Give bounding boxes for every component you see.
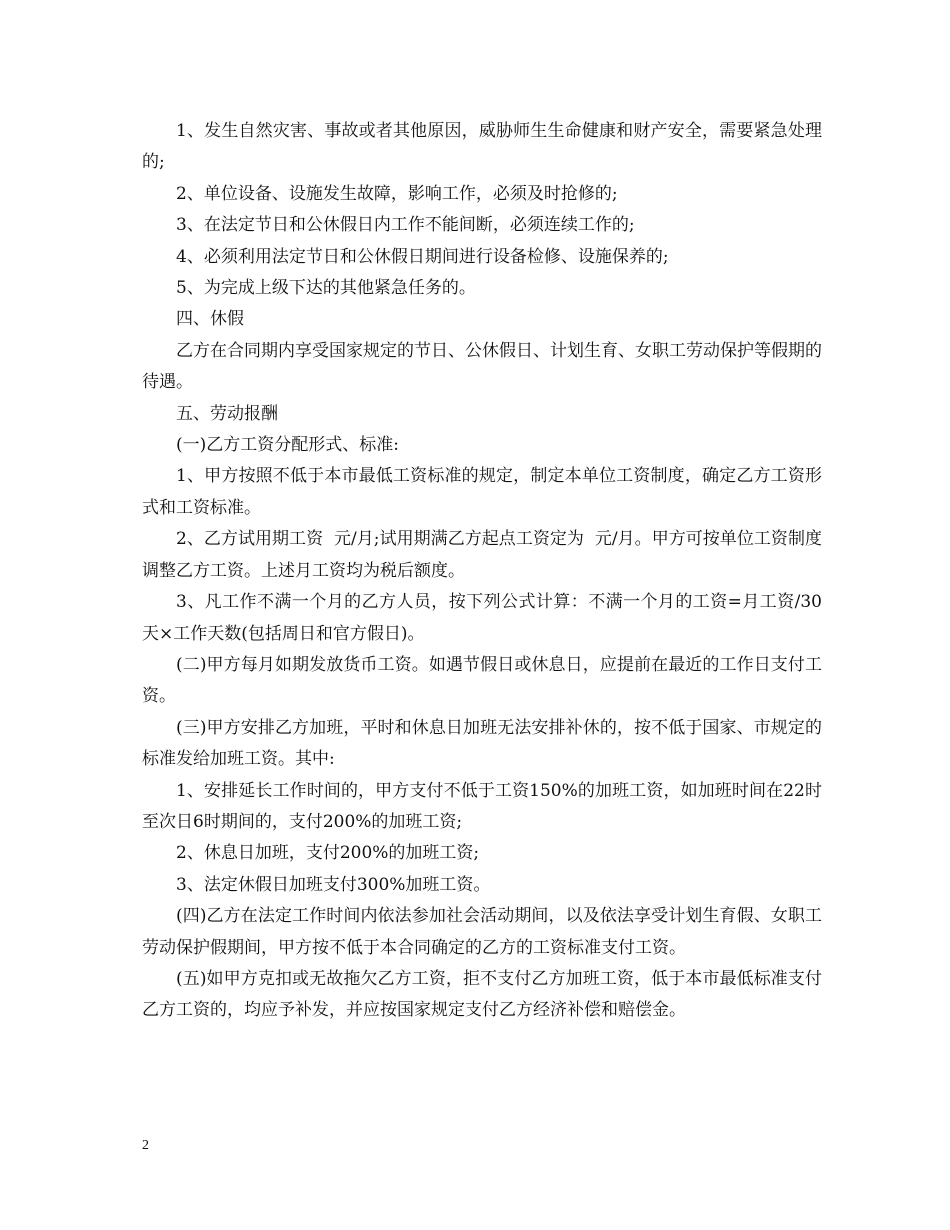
paragraph: 5、为完成上级下达的其他紧急任务的。 [176,278,476,299]
paragraph: 2、休息日加班，支付200%的加班工资; [176,843,480,864]
section-heading: 四、休假 [176,309,244,330]
paragraph: 4、必须利用法定节日和公休假日期间进行设备检修、设施保养的; [176,246,669,267]
paragraph: (三)甲方安排乙方加班，平时和休息日加班无法安排补休的，按不低于国家、市规定的标准发给加班工资。其中: [142,717,822,770]
paragraph: (四)乙方在法定工作时间内依法参加社会活动期间，以及依法享受计划生育假、女职工劳动保护假期间，甲方按不低于本合同确定的乙方的工资标准支付工资。 [142,906,822,958]
paragraph: 乙方在合同期内享受国家规定的节日、公休假日、计划生育、女职工劳动保护等假期的待遇。 [142,340,822,393]
paragraph: 3、在法定节日和公休假日内工作不能间断，必须连续工作的; [176,215,635,236]
paragraph: 1、发生自然灾害、事故或者其他原因，威胁师生生命健康和财产安全，需要紧急处理的; [142,121,822,173]
paragraph: 2、乙方试用期工资 元/月;试用期满乙方起点工资定为 元/月。甲方可按单位工资制度调整乙方工资。上述月工资均为税后额度。 [142,529,822,581]
document-body [142,116,822,1027]
page-number: 2 [142,1138,149,1153]
paragraph: (二)甲方每月如期发放货币工资。如遇节假日或休息日，应提前在最近的工作日支付工资。 [142,654,822,707]
subsection-heading: (一)乙方工资分配形式、标准: [176,435,399,456]
paragraph: 3、凡工作不满一个月的乙方人员，按下列公式计算：不满一个月的工资=月工资/30天×工作天数(包括周日和官方假日)。 [142,592,822,644]
section-heading: 五、劳动报酬 [176,403,278,424]
paragraph: 2、单位设备、设施发生故障，影响工作，必须及时抢修的; [176,183,618,204]
paragraph: 1、安排延长工作时间的，甲方支付不低于工资150%的加班工资，如加班时间在22时至次日6时期间的，支付200%的加班工资; [142,780,822,832]
paragraph: (五)如甲方克扣或无故拖欠乙方工资，拒不支付乙方加班工资，低于本市最低标准支付乙方工资的，均应予补发，并应按国家规定支付乙方经济补偿和赔偿金。 [142,968,822,1021]
paragraph: 1、甲方按照不低于本市最低工资标准的规定，制定本单位工资制度，确定乙方工资形式和工资标准。 [142,466,822,518]
paragraph: 3、法定休假日加班支付300%加班工资。 [176,874,491,895]
